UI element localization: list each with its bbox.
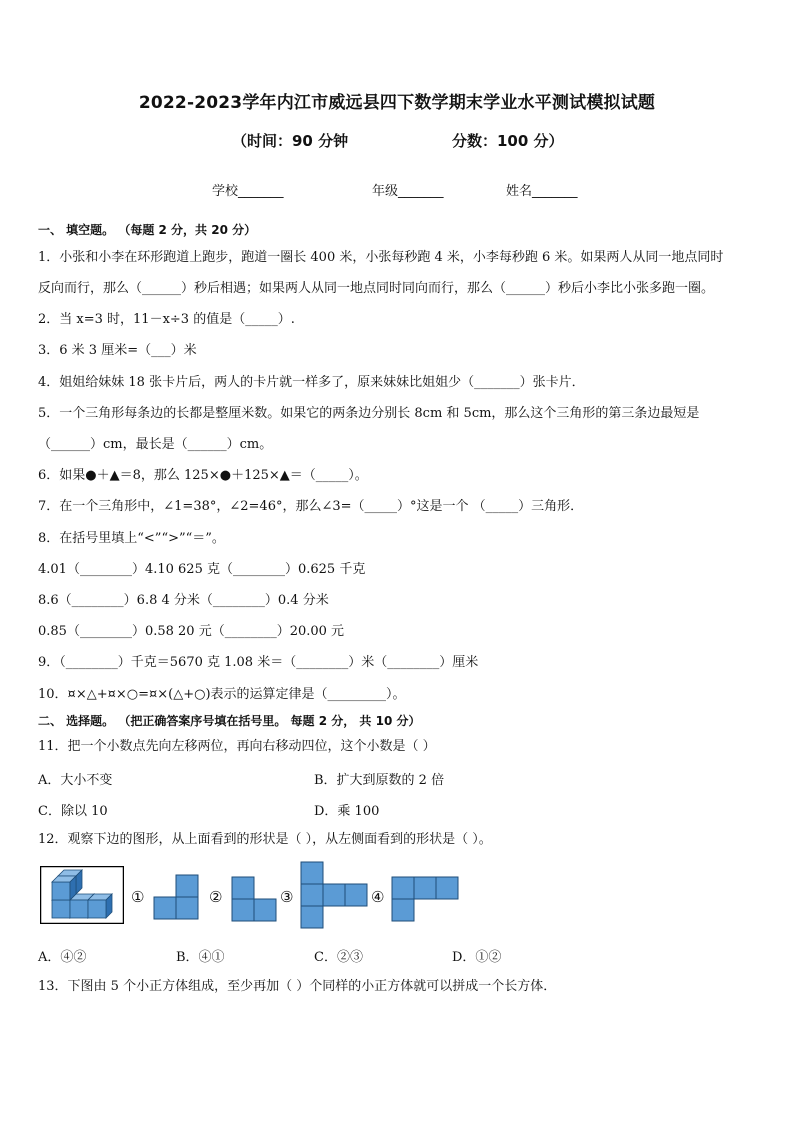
question-line: 2．当 x=3 时，11－x÷3 的值是（_____）. [38,312,295,327]
option-c[interactable]: C．②③ [314,950,363,965]
question-line: 4.01（________）4.10 625 克（________）0.625 千克 [38,562,366,577]
view-shape-2 [230,876,278,926]
question-line: 0.85（________）0.58 20 元（________）20.00 元 [38,624,345,639]
exam-score: 分数：100 分） [452,132,564,150]
option-b[interactable]: B．扩大到原数的 2 倍 [314,773,445,788]
question-line: 1．小张和小李在环形跑道上跑步，跑道一圈长 400 米，小张每秒跑 4 米，小李每秒跑 6 米。如果两人从同一地点同时 [38,250,724,265]
option-a[interactable]: A．④② [38,950,87,965]
cube-figure [40,866,124,928]
question-13: 13．下图由 5 个小正方体组成，至少再加（ ）个同样的小正方体就可以拼成一个长方体． [38,979,557,994]
option-c[interactable]: C．除以 10 [38,804,108,819]
option-a[interactable]: A．大小不变 [38,773,113,788]
question-line: 8．在括号里填上“<”“>”“＝”。 [38,531,225,546]
exam-time: （时间：90 分钟 [232,132,349,150]
view-shape-3 [299,860,371,936]
figure-label-3: ③ [280,888,294,906]
option-d[interactable]: D．①② [452,950,502,965]
option-b[interactable]: B．④① [176,950,225,965]
question-line: 4．姐姐给妹妹 18 张卡片后，两人的卡片就一样多了，原来妹妹比姐姐少（_______）张卡片． [38,375,585,390]
question-line: 10．¤×△+¤×○=¤×(△+○)表示的运算定律是（_________）。 [38,687,406,702]
question-line: 反向而行，那么（______）秒后相遇；如果两人从同一地点同时同向而行，那么（______）秒后小李比小张多跑一圈。 [38,281,715,296]
question-line: 6．如果●＋▲＝8，那么 125×●＋125×▲＝（_____）。 [38,468,368,483]
question-line: 7．在一个三角形中，∠1=38°，∠2=46°，那么∠3=（_____）°这是一个 （_____）三角形． [38,499,584,514]
figure-label-2: ② [209,888,223,906]
view-shape-4 [390,876,462,928]
question-line: 3．6 米 3 厘米=（___）米 [38,343,197,358]
question-line: （______）cm，最长是（______）cm。 [38,437,273,452]
name-field[interactable]: 姓名_______ [506,184,578,199]
grade-field[interactable]: 年级_______ [372,184,444,199]
question-line: 8.6（________）6.8 4 分米（________）0.4 分米 [38,593,329,608]
figure-label-4: ④ [371,888,385,906]
page-title: 2022-2023学年内江市威远县四下数学期末学业水平测试模拟试题 [138,93,656,113]
figure-label-1: ① [131,888,145,906]
school-field[interactable]: 学校_______ [212,184,284,199]
section-1-heading: 一、 填空题。 （每题 2 分，共 20 分） [38,223,257,237]
view-shape-1 [152,874,200,924]
question-11: 11．把一个小数点先向左移两位，再向右移动四位，这个小数是（ ） [38,739,436,754]
question-line: 9．（________）千克＝5670 克 1.08 米＝（________）米（________）厘米 [38,655,479,670]
section-2-heading: 二、 选择题。 （把正确答案序号填在括号里。 每题 2 分， 共 10 分） [38,714,421,728]
option-d[interactable]: D．乘 100 [314,804,380,819]
question-line: 5．一个三角形每条边的长都是整厘米数。如果它的两条边分别长 8cm 和 5cm，那么这个三角形的第三条边最短是 [38,406,700,421]
question-12: 12．观察下边的图形，从上面看到的形状是（ ），从左侧面看到的形状是（ ）。 [38,832,492,847]
